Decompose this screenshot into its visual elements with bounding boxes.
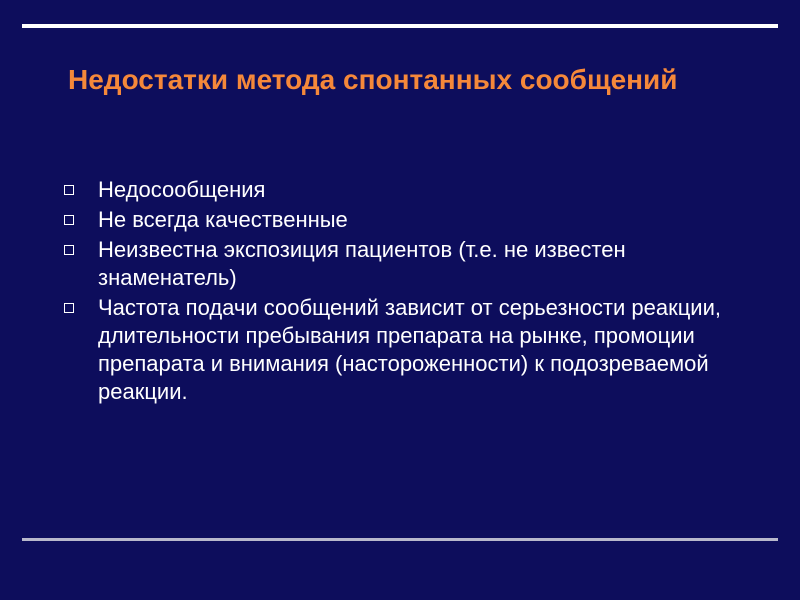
bullet-text: Частота подачи сообщений зависит от серьезности реакции, длительности пребывания препарата на рынке, промоции препарата и внимания (настороженности) к подозреваемой реакции. xyxy=(98,295,721,404)
bullet-text: Не всегда качественные xyxy=(98,207,348,232)
bullet-item xyxy=(62,236,762,292)
top-divider xyxy=(22,24,778,28)
bullet-list xyxy=(62,176,762,408)
bullet-item xyxy=(62,294,762,406)
hollow-square-icon xyxy=(64,185,74,195)
hollow-square-icon xyxy=(64,215,74,225)
hollow-square-icon xyxy=(64,303,74,313)
bullet-item xyxy=(62,176,762,204)
bottom-divider xyxy=(22,538,778,541)
slide-title: Недостатки метода спонтанных сообщений xyxy=(68,64,678,95)
bullet-text: Недосообщения xyxy=(98,177,266,202)
hollow-square-icon xyxy=(64,245,74,255)
bullet-text: Неизвестна экспозиция пациентов (т.е. не известен знаменатель) xyxy=(98,237,626,290)
bullet-item xyxy=(62,206,762,234)
